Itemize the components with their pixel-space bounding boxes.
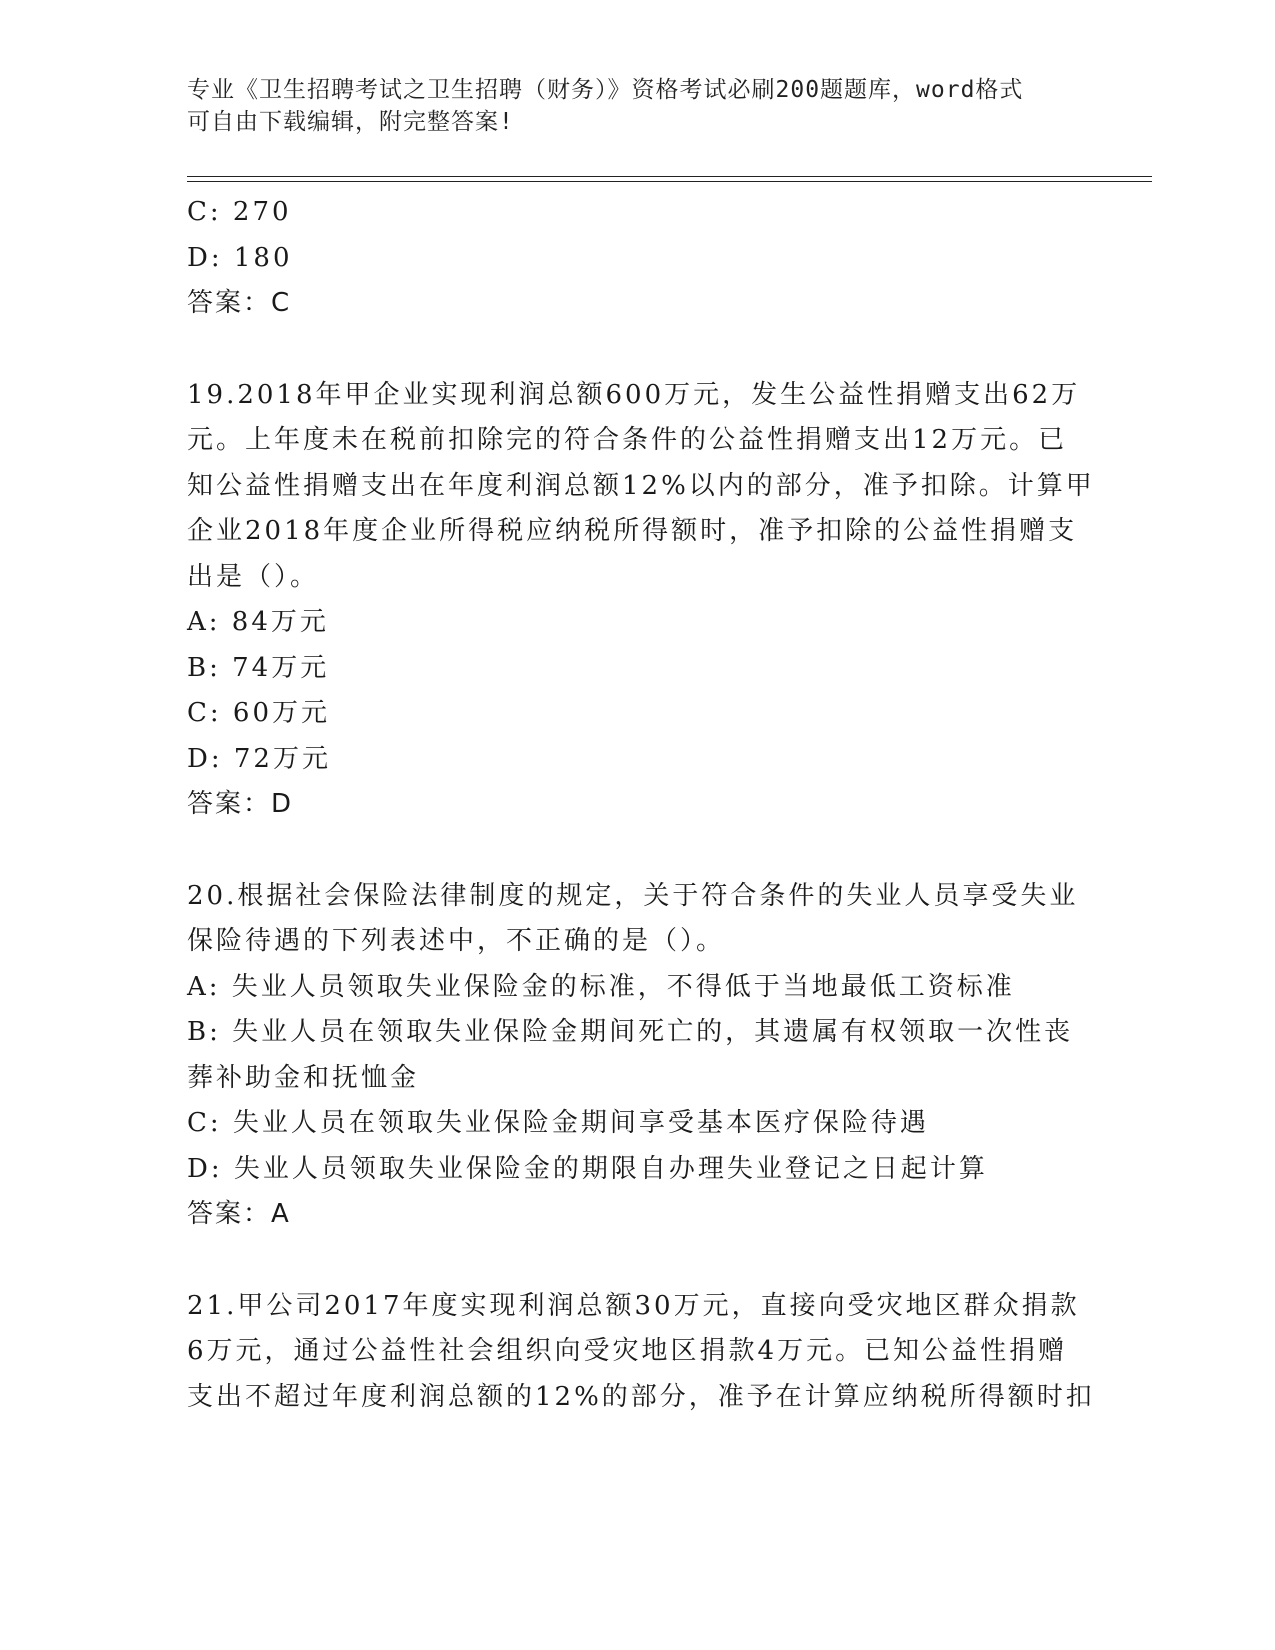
option-c: C: 270 bbox=[187, 197, 292, 227]
answer-line: 答案：A bbox=[187, 1199, 291, 1229]
question-text-line: 元。上年度未在税前扣除完的符合条件的公益性捐赠支出12万元。已 bbox=[187, 425, 1068, 455]
page-header bbox=[187, 74, 1067, 138]
option-c: C: 60万元 bbox=[187, 698, 331, 728]
question-18-tail bbox=[187, 190, 1087, 327]
question-text-line: 企业2018年度企业所得税应纳税所得额时，准予扣除的公益性捐赠支 bbox=[187, 516, 1078, 546]
header-divider-top bbox=[187, 176, 1152, 177]
option-d: D: 失业人员领取失业保险金的期限自办理失业登记之日起计算 bbox=[187, 1153, 988, 1184]
spacer bbox=[187, 828, 1087, 874]
question-20 bbox=[187, 874, 1087, 1238]
option-a: A: 失业人员领取失业保险金的标准，不得低于当地最低工资标准 bbox=[187, 971, 1015, 1002]
option-a: A: 84万元 bbox=[187, 607, 329, 637]
question-text-line: 知公益性捐赠支出在年度利润总额12%以内的部分，准予扣除。计算甲 bbox=[187, 470, 1095, 501]
option-b: B: 74万元 bbox=[187, 652, 330, 683]
option-b-continued: 葬补助金和抚恤金 bbox=[187, 1062, 420, 1093]
option-c: C: 失业人员在领取失业保险金期间享受基本医疗保险待遇 bbox=[187, 1108, 929, 1138]
spacer bbox=[187, 327, 1087, 373]
answer-line: 答案：C bbox=[187, 288, 292, 318]
question-text-line: 支出不超过年度利润总额的12%的部分，准予在计算应纳税所得额时扣 bbox=[187, 1381, 1095, 1412]
question-text-line: 19.2018年甲企业实现利润总额600万元，发生公益性捐赠支出62万 bbox=[187, 379, 1081, 410]
question-text-line: 保险待遇的下列表述中，不正确的是（）。 bbox=[187, 926, 726, 956]
question-text-line: 21.甲公司2017年度实现利润总额30万元，直接向受灾地区群众捐款 bbox=[187, 1290, 1080, 1321]
option-d: D: 180 bbox=[187, 242, 293, 273]
question-21 bbox=[187, 1284, 1095, 1421]
question-text-line: 出是（）。 bbox=[187, 561, 320, 592]
question-content bbox=[187, 190, 1095, 1420]
option-b: B: 失业人员在领取失业保险金期间死亡的，其遗属有权领取一次性丧 bbox=[187, 1017, 1074, 1047]
question-19 bbox=[187, 373, 1095, 828]
header-title-line-2: 可自由下载编辑，附完整答案! bbox=[187, 109, 514, 135]
answer-line: 答案：D bbox=[187, 789, 294, 819]
header-title-line-1: 专业《卫生招聘考试之卫生招聘（财务）》资格考试必刷200题题库，word格式 bbox=[187, 77, 1024, 103]
question-text-line: 6万元，通过公益性社会组织向受灾地区捐款4万元。已知公益性捐赠 bbox=[187, 1336, 1068, 1366]
question-text-line: 20.根据社会保险法律制度的规定，关于符合条件的失业人员享受失业 bbox=[187, 880, 1079, 911]
spacer bbox=[187, 1238, 1087, 1284]
header-divider-bottom bbox=[187, 181, 1152, 182]
option-d: D: 72万元 bbox=[187, 743, 331, 774]
